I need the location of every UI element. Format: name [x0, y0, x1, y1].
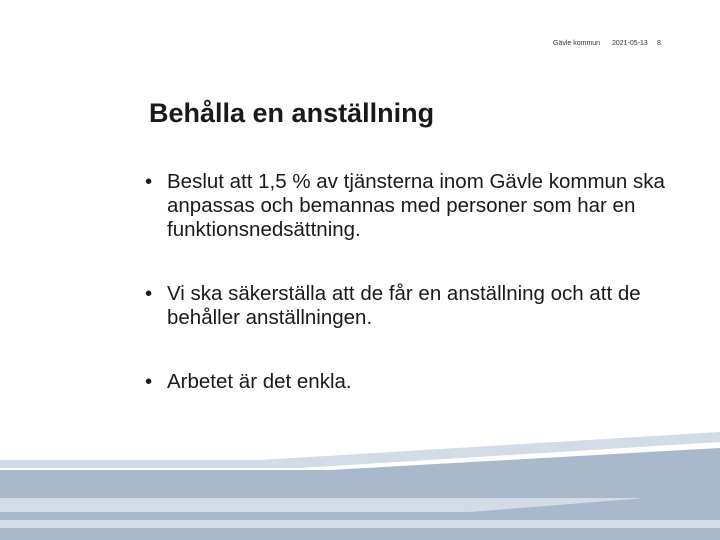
- slide-title: Behålla en anställning: [149, 98, 435, 128]
- bullet-dot-icon: •: [145, 370, 153, 393]
- header-page-number: 8: [657, 40, 661, 47]
- bullet-dot-icon: •: [145, 170, 153, 193]
- bullet-text: Beslut att 1,5 % av tjänsterna inom Gävle kommun ska anpassas och bemannas med personer som har en funktionsnedsättning.: [167, 170, 665, 241]
- slide-header: [0, 40, 720, 54]
- decorative-stripes: [0, 420, 720, 540]
- header-date: 2021-05-13: [612, 40, 648, 47]
- bullet-item: [145, 370, 665, 394]
- bullet-text: Vi ska säkerställa att de får en anställning och att de behåller anställningen.: [167, 282, 641, 329]
- bullet-text: Arbetet är det enkla.: [167, 370, 352, 393]
- stripe-light-3: [0, 520, 720, 528]
- bullet-list: [145, 170, 665, 394]
- bullet-item: [145, 282, 665, 330]
- bullet-dot-icon: •: [145, 282, 153, 305]
- header-organization: Gävle kommun: [553, 40, 601, 47]
- bullet-item: [145, 170, 665, 242]
- stripe-dark-2: [0, 470, 720, 498]
